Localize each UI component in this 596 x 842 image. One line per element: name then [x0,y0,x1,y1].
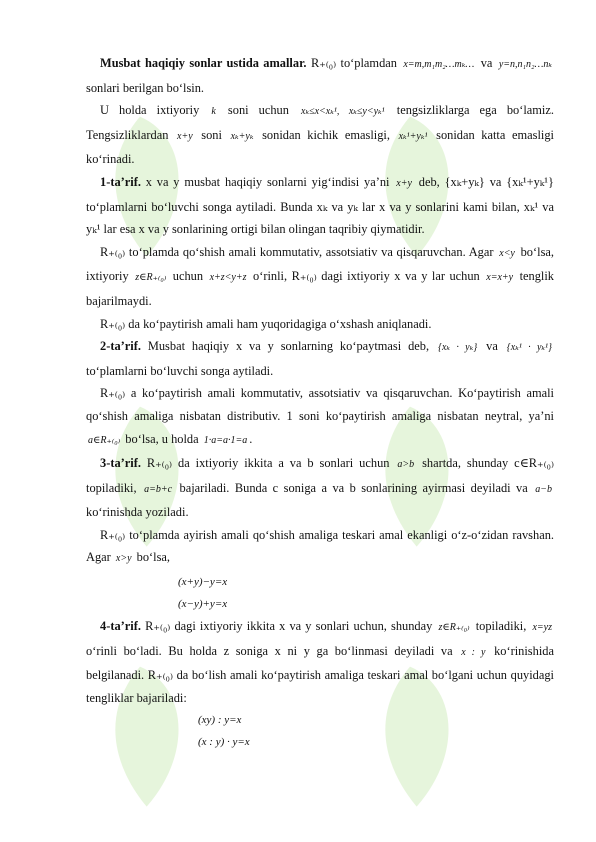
math-expression: x+y [396,177,412,189]
paragraph-definition-1: 1-ta’rif. x va y musbat haqiqiy sonlarni yig‘indisi ya’ni x+y deb, {xₖ+yₖ} va {xₖ¹+yₖ¹} to‘plamlarni bo‘luvchi songa aytiladi. Bunda xₖ va yₖ lar x va y sonlarini kami bilan, xₖ¹ va yₖ¹ lar esa x va y sonlarining ortigi bilan olingan taqribiy qiymatidir. [86,174,554,237]
math-expression: z∈R₊₍₀₎ [135,272,167,284]
paragraph-inequalities: U holda ixtiyoriy k soni uchun xₖ≤x<xₖ¹, xₖ≤y<yₖ¹ tengsizliklarga ega bo‘lamiz. Tengsizliklardan x+y soni xₖ+yₖ sonidan kichik emasligi, xₖ¹+yₖ¹ sonidan katta emasligi ko‘rinadi. [86,103,554,167]
math-expression: x=m,m₁m₂…mₖ… [403,59,475,70]
paragraph-multiplication-intro: R₊₍₀₎ da ko‘paytirish amali ham yuqoridagiga o‘xshash aniqlanadi. [100,316,432,331]
math-expression: x=x+y [486,272,514,284]
math-expression: {xₖ¹ · yₖ¹} [506,342,553,354]
paragraph-definition-3: 3-ta’rif. R₊₍₀₎ da ixtiyoriy ikkita a va b sonlari uchun a>b shartda, shunday c∈R₊₍₀₎ topiladiki, a=b+c bajariladi. Bunda c soniga a va b sonlarining ayirmasi deyiladi va a−b ko‘rinishda yoziladi. [86,456,554,520]
paragraph-intro: Musbat haqiqiy sonlar ustida amallar. R₊₍₀₎ to‘plamdan x=m,m₁m₂…mₖ… va y=n,n₁n₂…nₖ sonlari berilgan bo‘lsin. [86,56,552,95]
math-expression: k [211,106,216,118]
math-expression: a=b+c [144,483,173,495]
math-expression: x+y [177,130,193,142]
section-title: Musbat haqiqiy sonlar ustida amallar. [100,56,307,70]
formula-line: (x : y) · y=x [198,736,250,749]
definition-title: 2-ta’rif. [100,339,141,354]
math-expression: x>y [115,553,132,565]
math-expression: 1·a=a·1=a [203,434,248,446]
math-expression: x : y [461,646,486,658]
math-expression: {xₖ · yₖ} [437,342,478,354]
math-expression: a>b [397,459,415,471]
definition-title: 1-ta’rif. [100,174,141,189]
paragraph-addition-properties: R₊₍₀₎ to‘plamda qo‘shish amali kommutativ, assotsiativ va qisqaruvchan. Agar x<y bo‘lsa, ixtiyoriy z∈R₊₍₀₎ uchun x+z<y+z o‘rinli, R₊₍₀₎ dagi ixtiyoriy x va y lar uchun x=x+y tenglik bajarilmaydi. [86,244,555,308]
paragraph-definition-2: 2-ta’rif. Musbat haqiqiy x va y sonlarning ko‘paytmasi deb, {xₖ · yₖ} va {xₖ¹ · yₖ¹} to‘plamlarni bo‘luvchi songa aytiladi. [86,339,553,378]
math-expression: x+z<y+z [209,272,247,284]
paragraph-multiplication-properties: R₊₍₀₎ a ko‘paytirish amali kommutativ, assotsiativ va qisqaruvchan. Ko‘paytirish amali qo‘shish amaliga nisbatan distributiv. 1 soni ko‘paytirish amaliga nisbatan neytral, ya’ni a∈R₊₍₀₎ bo‘lsa, u holda 1·a=a·1=a . [86,386,554,446]
definition-title: 3-ta’rif. [100,456,141,471]
math-expression: xₖ≤x<xₖ¹, xₖ≤y<yₖ¹ [301,106,385,118]
math-expression: a−b [535,483,552,495]
math-expression: a∈R₊₍₀₎ [88,434,121,446]
document-body [86,52,554,753]
math-expression: z∈R₊₍₀₎ [438,622,470,634]
math-expression: xₖ+yₖ [230,130,254,142]
paragraph-definition-4: 4-ta’rif. R₊₍₀₎ dagi ixtiyoriy ikkita x va y sonlari uchun, shunday z∈R₊₍₀₎ topiladiki, x=yz o‘rinli bo‘ladi. Bu holda z soniga x ni y ga bo‘linmasi deyiladi va x : y ko‘rinishida belgilanadi. R₊₍₀₎ da bo‘lish amali ko‘paytirish amaliga teskari amal bo‘lgani uchun quyidagi tengliklar bajariladi: [86,619,554,705]
formula-line: (x−y)+y=x [178,598,228,611]
definition-title: 4-ta’rif. [100,619,141,634]
math-expression: xₖ¹+yₖ¹ [398,130,428,142]
math-expression: x<y [499,247,515,259]
math-expression: x=yz [532,622,552,634]
math-expression: y=n,n₁n₂…nₖ [498,59,552,70]
formula-line: (xy) : y=x [198,714,242,727]
formula-line: (x+y)−y=x [178,576,228,589]
paragraph-subtraction: R₊₍₀₎ to‘plamda ayirish amali qo‘shish amaliga teskari amal ekanligi o‘z-o‘zidan ravshan. Agar x>y bo‘lsa, [86,527,554,565]
